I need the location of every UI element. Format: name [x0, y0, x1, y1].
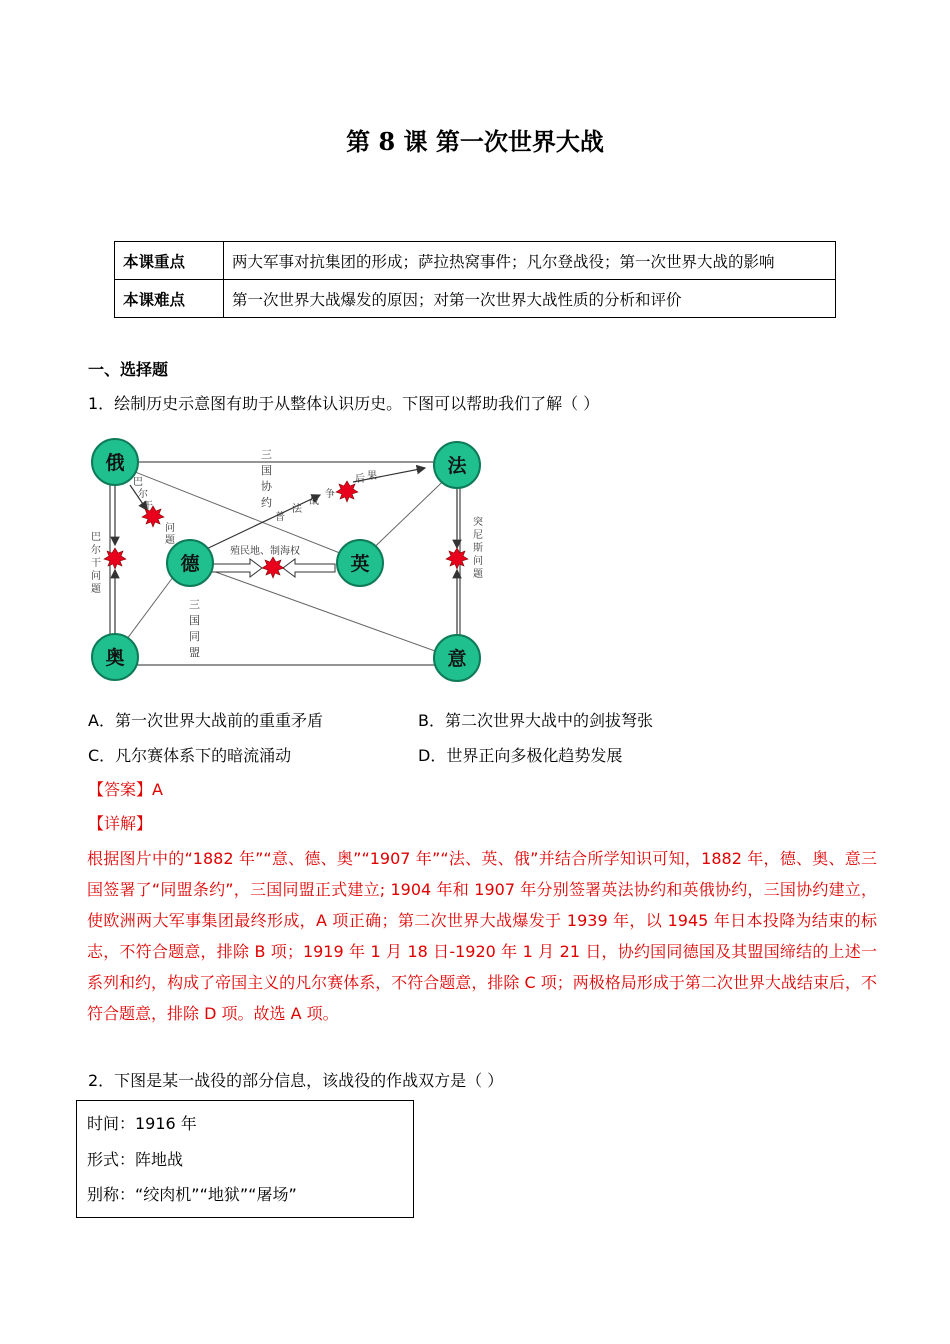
- page-title: 第 8 课 第一次世界大战: [346, 127, 604, 156]
- node-france: [434, 442, 480, 488]
- table-row: [115, 280, 836, 318]
- explanation-text: 根据图片中的“1882 年”“意、德、奥”“1907 年”“法、英、俄”并结合所学知识可知，1882 年，德、奥、意三国签署了“同盟条约”，三国同盟正式建立; 1904 年和 1907 年分别签署英法协约和英俄协约，三国协约建立，使欧洲两大军事集团最终形成，A 项正确；第二次世界大战爆发于 1939 年，以 1945 年日本投降为结束的标志，不符合题意，排除 B 项；1919 年 1 月 18 日-1920 年 1 月 21 日，协约国同德国及其盟国缔结的上述一系列和约，构成了帝国主义的凡尔赛体系，不符合题意，排除 C 项；两极格局形成于第二次世界大战结束后，不符合题意，排除 D 项。故选 A 项。: [87, 849, 877, 1023]
- node-italy: [434, 635, 480, 681]
- answer-label: 【答案】A: [88, 780, 163, 799]
- svg-text:奥: 奥: [105, 647, 125, 669]
- label-balkan-left: 巴尔干问题: [91, 532, 101, 595]
- label-franco-prussian: 普法战争: [275, 489, 335, 523]
- link-germany-italy: [185, 561, 460, 660]
- label-balkan-inner: 巴尔干问题: [133, 477, 175, 546]
- colonies-arrow-left: [210, 559, 262, 577]
- label-consequence: 后 果: [355, 471, 377, 485]
- arrow-franco-prussian: [200, 495, 320, 552]
- svg-text:法: 法: [447, 455, 467, 477]
- svg-text:德: 德: [180, 553, 200, 575]
- info-alias: 别称：“绞肉机”“地狱”“屠场”: [87, 1185, 297, 1204]
- alliance-diagram: [85, 430, 495, 692]
- option-d[interactable]: D．世界正向多极化趋势发展: [418, 746, 623, 765]
- option-b[interactable]: B．第二次世界大战中的剑拔弩张: [418, 711, 653, 730]
- difficulty-label: 本课难点: [115, 280, 224, 318]
- section-heading: 一、选择题: [88, 360, 169, 379]
- label-triple-alliance: 三国同盟: [189, 598, 200, 659]
- info-time: 时间：1916 年: [87, 1114, 197, 1133]
- option-c[interactable]: C．凡尔赛体系下的暗流涌动: [88, 746, 292, 765]
- label-triple-entente: 三国协约: [261, 448, 272, 509]
- detail-label: 【详解】: [88, 814, 153, 833]
- table-row: [115, 242, 836, 280]
- colonies-arrow-right: [283, 559, 335, 577]
- info-form: 形式：阵地战: [87, 1150, 184, 1169]
- conflict-burst-icon: [262, 557, 284, 578]
- node-russia: [92, 439, 138, 485]
- battle-info-box: [76, 1100, 414, 1218]
- key-label: 本课重点: [115, 242, 224, 280]
- key-content: 两大军事对抗集团的形成；萨拉热窝事件；凡尔登战役；第一次世界大战的影响: [224, 242, 836, 280]
- svg-text:意: 意: [447, 648, 467, 670]
- node-britain: [337, 540, 383, 586]
- node-austria: [92, 634, 138, 680]
- node-germany: [167, 540, 213, 586]
- difficulty-content: 第一次世界大战爆发的原因；对第一次世界大战性质的分析和评价: [224, 280, 836, 318]
- q2-stem: 2．下图是某一战役的部分信息，该战役的作战双方是（ ）: [88, 1071, 504, 1090]
- key-points-table: [114, 241, 836, 318]
- q1-stem: 1．绘制历史示意图有助于从整体认识历史。下图可以帮助我们了解（ ）: [88, 394, 600, 413]
- label-colonies: 殖民地、制海权: [230, 546, 300, 557]
- label-tunisia: 突尼斯问题: [473, 517, 483, 580]
- conflict-burst-icon: [446, 548, 468, 569]
- conflict-burst-icon: [104, 548, 126, 569]
- option-a[interactable]: A．第一次世界大战前的重重矛盾: [88, 711, 323, 730]
- svg-text:英: 英: [350, 553, 370, 575]
- svg-text:俄: 俄: [105, 452, 125, 474]
